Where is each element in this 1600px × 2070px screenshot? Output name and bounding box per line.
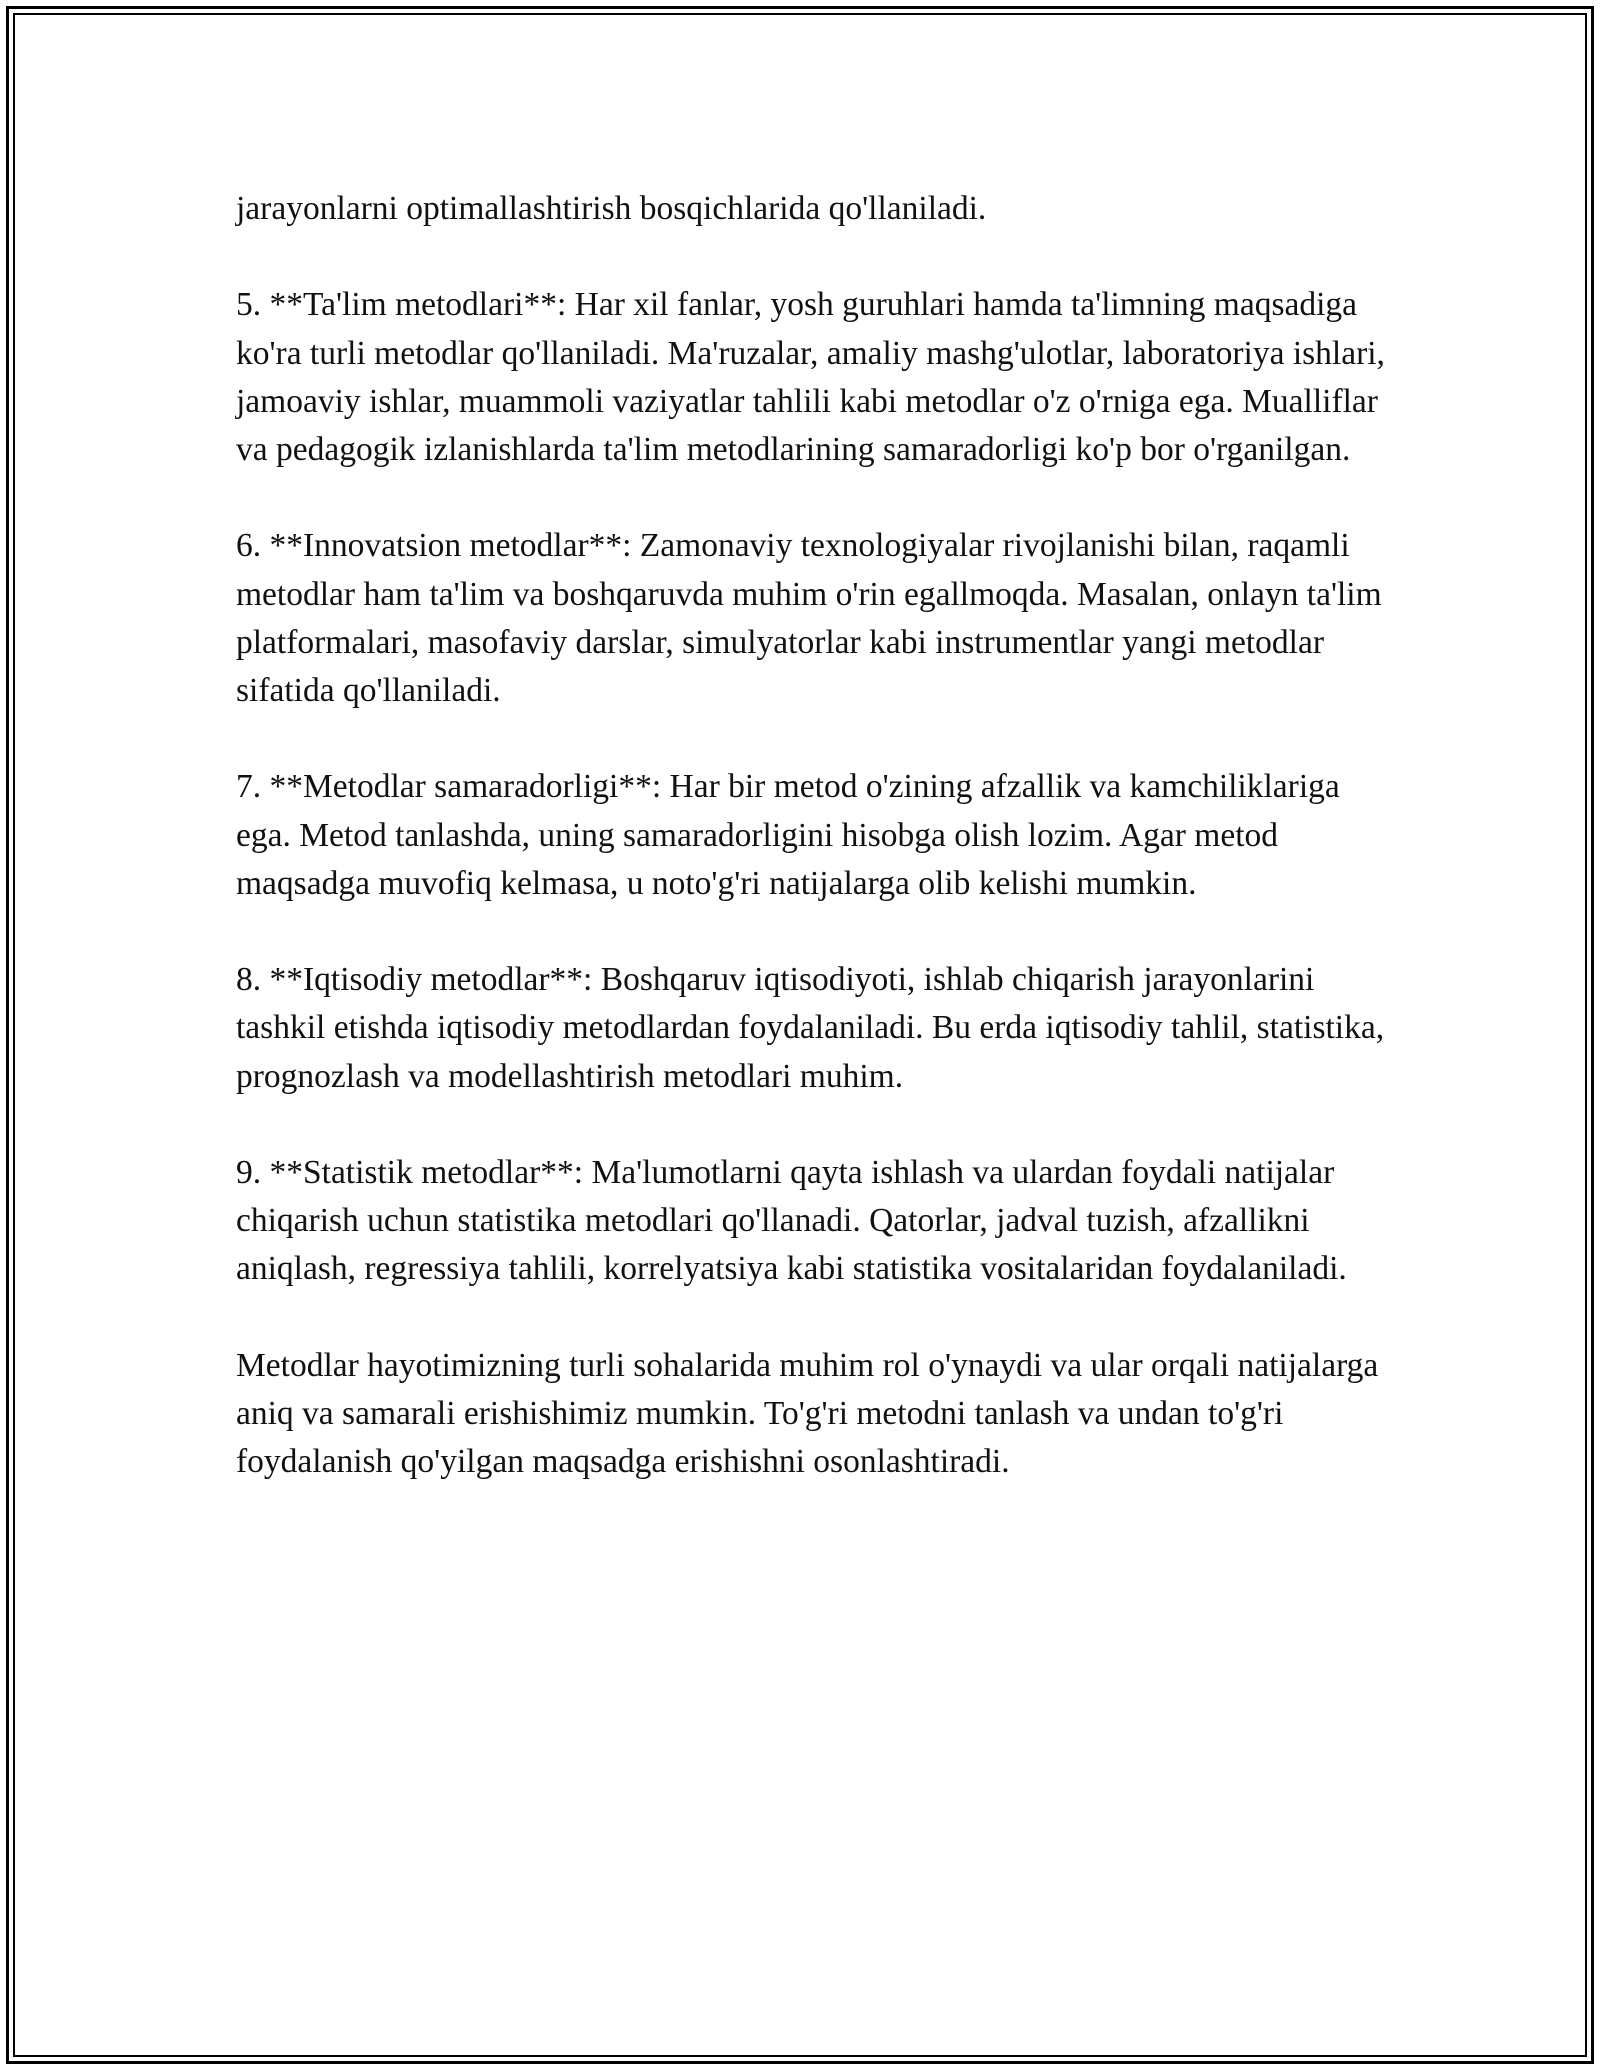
paragraph-statistik-metodlar: 9. **Statistik metodlar**: Ma'lumotlarni qayta ishlash va ulardan foydali natijalar chiqarish uchun statistika metodlari qo'llanadi. Qatorlar, jadval tuzish, afzallikni aniqlash, regressiya tahlili, korrelyatsiya kabi statistika vositalaridan foydalaniladi.	[236, 1153, 1347, 1288]
paragraph-continuation: jarayonlarni optimallashtirish bosqichlarida qo'llaniladi.	[236, 190, 987, 227]
paragraph-talim-metodlari: 5. **Ta'lim metodlari**: Har xil fanlar, yosh guruhlari hamda ta'limning maqsadiga ko'ra turli metodlar qo'llaniladi. Ma'ruzalar, amaliy mashg'ulotlar, laboratoriya ishlari, jamoaviy ishlar, muammoli vaziyatlar tahlili kabi metodlar o'z o'rniga ega. Mualliflar va pedagogik izlanishlarda ta'lim metodlarining samaradorligi ko'p bor o'rganilgan.	[236, 286, 1385, 468]
paragraph-innovatsion-metodlar: 6. **Innovatsion metodlar**: Zamonaviy texnologiyalar rivojlanishi bilan, raqamli metodlar ham ta'lim va boshqaruvda muhim o'rin egallmoqda. Masalan, onlayn ta'lim platformalari, masofaviy darslar, simulyatorlar kabi instrumentlar yangi metodlar sifatida qo'llaniladi.	[236, 527, 1382, 709]
paragraph-iqtisodiy-metodlar: 8. **Iqtisodiy metodlar**: Boshqaruv iqtisodiyoti, ishlab chiqarish jarayonlarini tashkil etishda iqtisodiy metodlardan foydalaniladi. Bu erda iqtisodiy tahlil, statistika, prognozlash va modellashtirish metodlari muhim.	[236, 961, 1385, 1095]
paragraph-metodlar-samaradorligi: 7. **Metodlar samaradorligi**: Har bir metod o'zining afzallik va kamchiliklariga ega. Metod tanlashda, uning samaradorligini hisobga olish lozim. Agar metod maqsadga muvofiq kelmasa, u noto'g'ri natijalarga olib kelishi mumkin.	[236, 768, 1340, 902]
paragraph-conclusion: Metodlar hayotimizning turli sohalarida muhim rol o'ynaydi va ular orqali natijalarga aniq va samarali erishishimiz mumkin. To'g'ri metodni tanlash va undan to'g'ri foydalanish qo'yilgan maqsadga erishishni osonlashtiradi.	[236, 1346, 1379, 1481]
document-body	[236, 185, 1396, 1535]
